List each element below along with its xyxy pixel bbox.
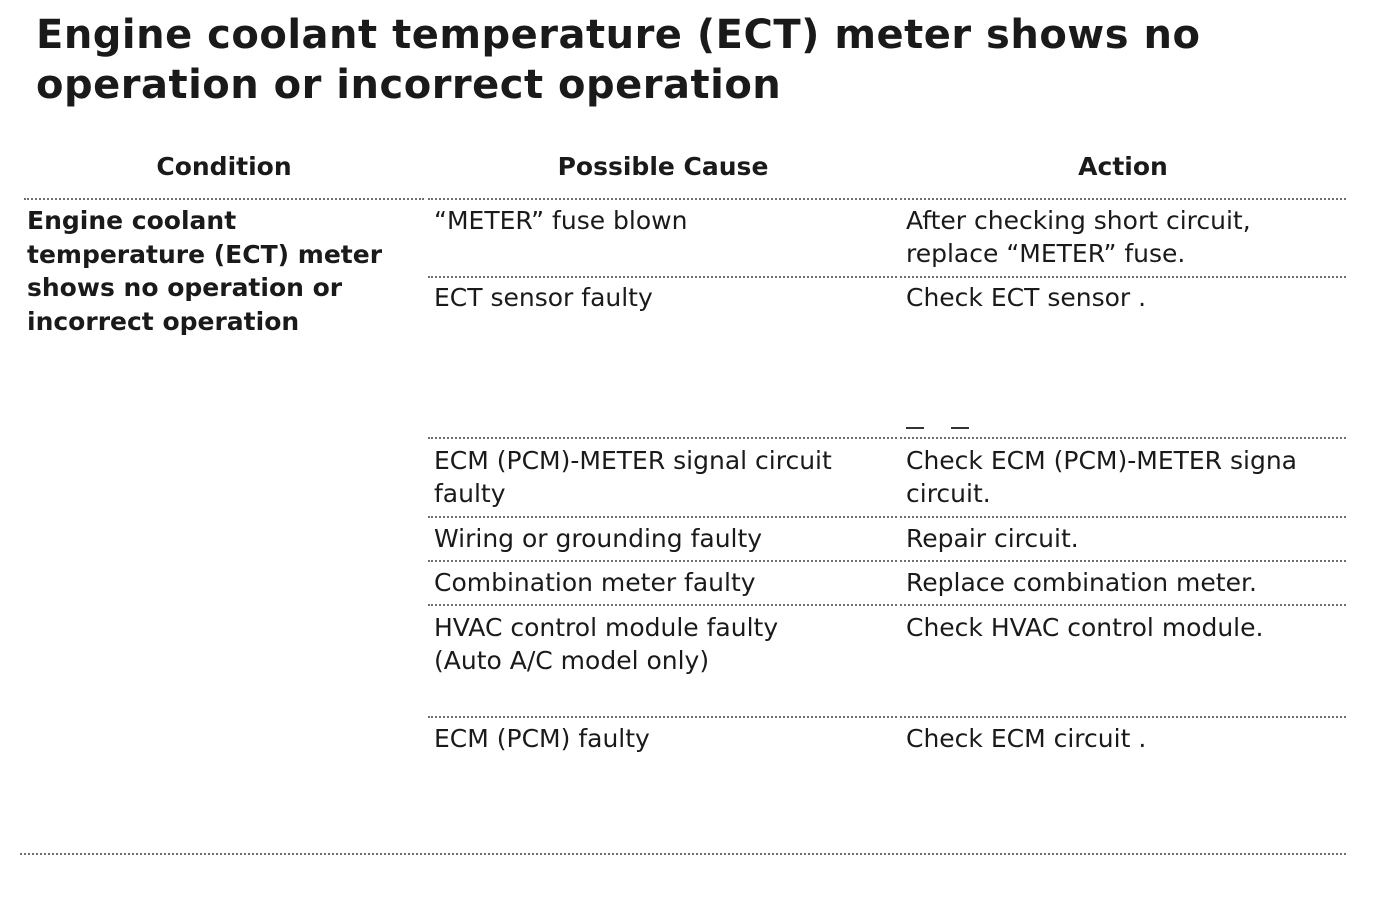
table-bottom-rule	[20, 853, 1346, 855]
title-line-1: Engine coolant temperature (ECT) meter shows no	[36, 12, 1201, 58]
cause-cell-fuse	[434, 204, 687, 237]
cause-text: “METER” fuse blown	[434, 206, 688, 235]
page-title	[36, 10, 1356, 110]
action-text: Check ECM (PCM)-METER signa	[906, 446, 1298, 475]
row-rule	[900, 560, 1346, 562]
cause-cell-signal-circuit	[434, 444, 832, 510]
cause-text: (Auto A/C model only)	[434, 646, 710, 675]
header-rule-action	[900, 198, 1346, 200]
action-cell-ect-sensor	[906, 281, 1146, 314]
header-action: Action	[1078, 152, 1168, 181]
cause-cell-combination-meter	[434, 566, 756, 599]
cause-text: Wiring or grounding faulty	[434, 524, 763, 553]
action-text: circuit.	[906, 479, 991, 508]
title-line-2: operation or incorrect operation	[36, 62, 782, 108]
row-rule	[900, 604, 1346, 606]
cause-text: HVAC control module faulty	[434, 613, 779, 642]
cause-cell-ecm	[434, 722, 650, 755]
action-cell-combination-meter	[906, 566, 1257, 599]
action-text: Repair circuit.	[906, 524, 1079, 553]
row-rule	[428, 276, 897, 278]
row-rule	[428, 716, 897, 718]
cause-text: faulty	[434, 479, 506, 508]
cause-text: ECT sensor faulty	[434, 283, 653, 312]
cause-text: ECM (PCM) faulty	[434, 724, 650, 753]
action-cell-fuse	[906, 204, 1251, 270]
row-rule	[900, 716, 1346, 718]
condition-line: Engine coolant	[27, 206, 237, 235]
row-rule	[428, 516, 897, 518]
action-cell-hvac	[906, 611, 1263, 644]
header-condition: Condition	[156, 152, 292, 181]
action-cell-ecm	[906, 722, 1146, 755]
condition-line: temperature (ECT) meter	[27, 239, 383, 269]
cause-cell-ect-sensor	[434, 281, 653, 314]
row-rule	[428, 604, 897, 606]
action-text: replace “METER” fuse.	[906, 239, 1186, 268]
action-text: Check ECM circuit .	[906, 724, 1147, 753]
row-rule	[900, 276, 1346, 278]
action-text: Replace combination meter.	[906, 568, 1257, 597]
action-cell-signal-circuit	[906, 444, 1344, 510]
condition-line: shows no operation or	[27, 273, 343, 302]
row-rule	[900, 437, 1346, 439]
condition-line: incorrect operation	[27, 306, 300, 336]
scan-mark	[951, 427, 969, 429]
cause-cell-hvac	[434, 611, 778, 677]
action-text: Check HVAC control module.	[906, 613, 1264, 642]
action-cell-wiring	[906, 522, 1079, 555]
header-rule-cause	[428, 198, 897, 200]
cause-text: Combination meter faulty	[434, 568, 756, 597]
scan-mark	[906, 427, 924, 429]
cause-text: ECM (PCM)-METER signal circuit	[434, 446, 832, 475]
header-rule-condition	[24, 198, 424, 200]
header-possible-cause: Possible Cause	[557, 152, 769, 181]
row-rule	[428, 560, 897, 562]
row-rule	[900, 516, 1346, 518]
action-text: After checking short circuit,	[906, 206, 1251, 235]
row-rule	[428, 437, 897, 439]
action-text: Check ECT sensor .	[906, 283, 1147, 312]
condition-cell	[27, 204, 427, 338]
cause-cell-wiring	[434, 522, 762, 555]
